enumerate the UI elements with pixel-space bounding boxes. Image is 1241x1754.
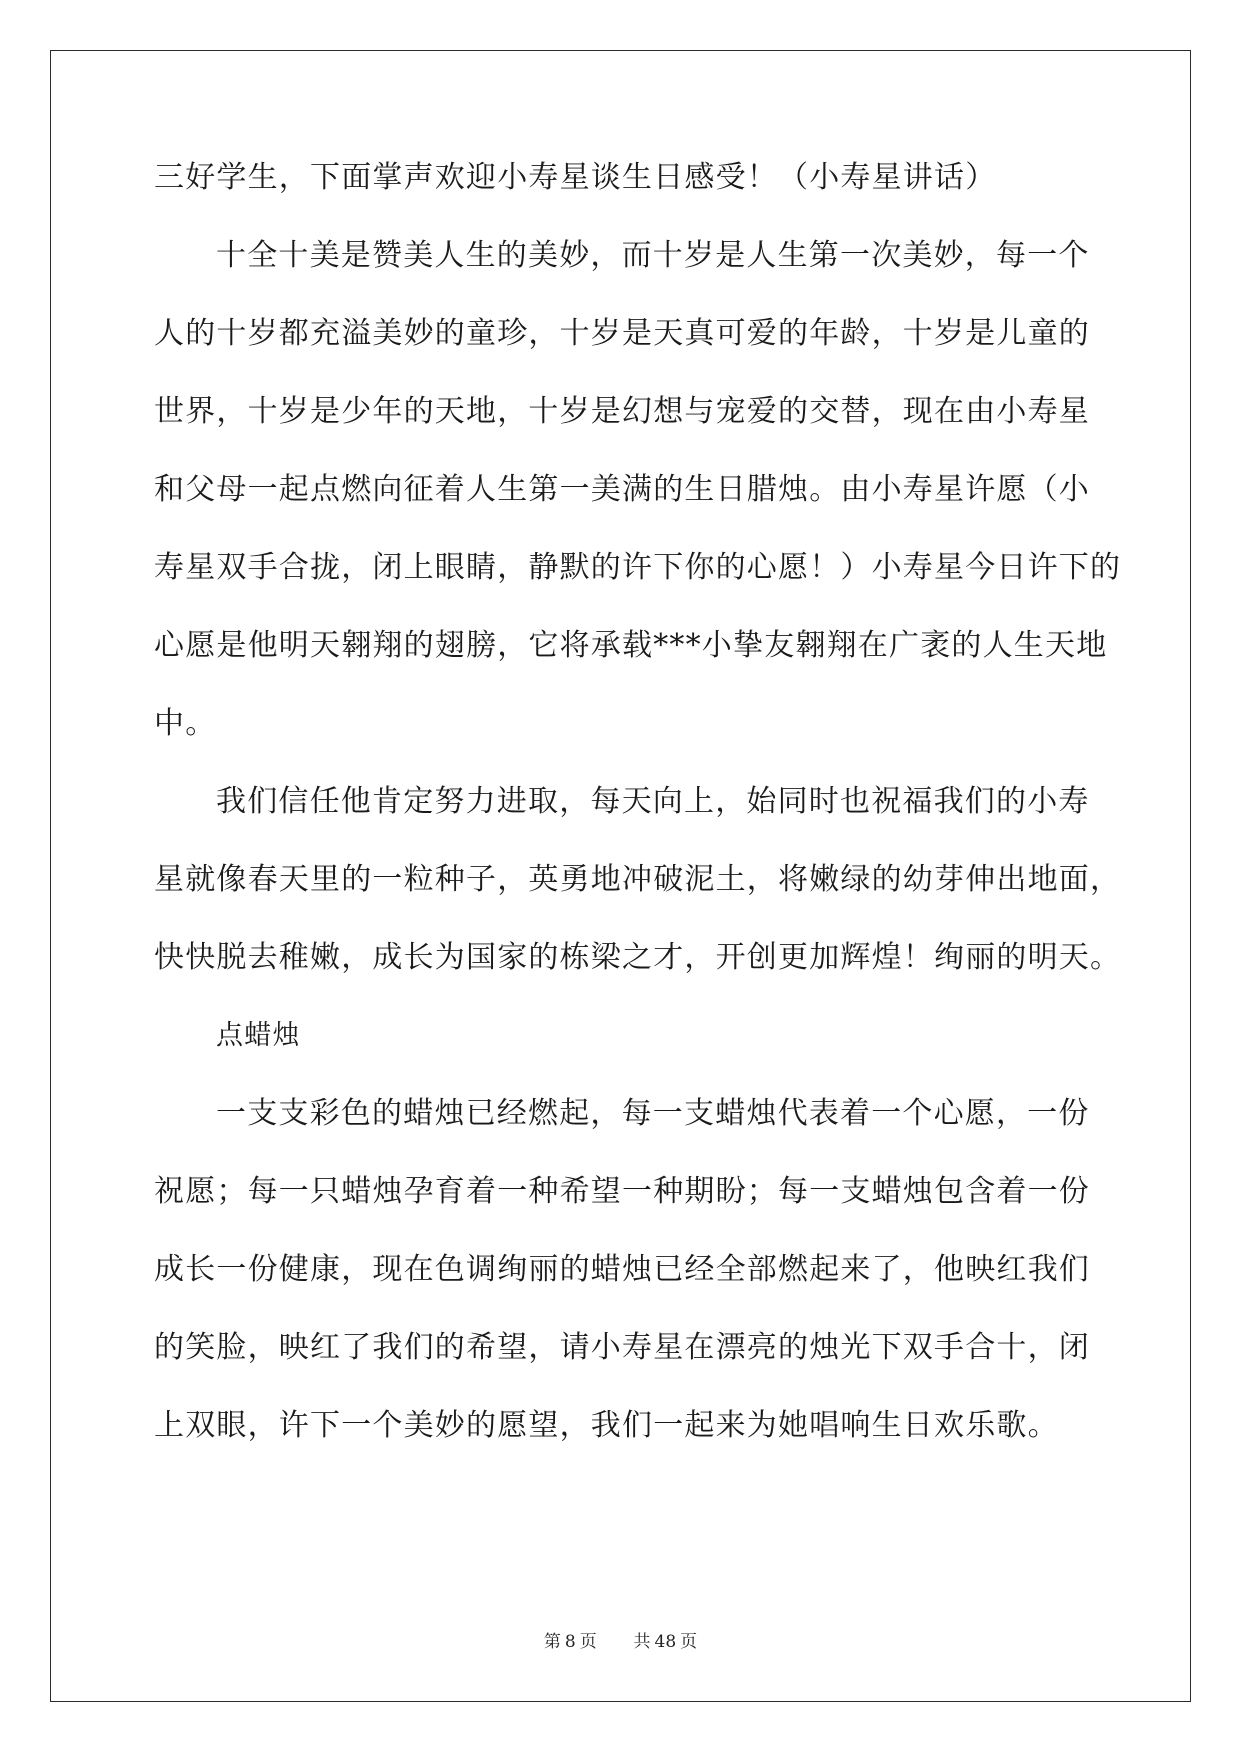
text-line: 和父母一起点燃向征着人生第一美满的生日腊烛。由小寿星许愿（小 xyxy=(154,472,1090,507)
total-unit: 页 xyxy=(680,1632,698,1652)
text-line: 寿星双手合拢，闭上眼睛，静默的许下你的心愿！）小寿星今日许下的 xyxy=(154,550,1122,585)
page-footer xyxy=(0,1627,1241,1652)
text-line: 祝愿；每一只蜡烛孕育着一种希望一种期盼；每一支蜡烛包含着一份 xyxy=(154,1174,1090,1209)
total-pages: 48 xyxy=(654,1632,677,1652)
text-line: 三好学生，下面掌声欢迎小寿星谈生日感受！（小寿星讲话） xyxy=(154,160,997,195)
text-line: 中。 xyxy=(154,706,217,741)
text-line: 星就像春天里的一粒种子，英勇地冲破泥土，将嫩绿的幼芽伸出地面， xyxy=(154,862,1122,897)
text-line: 人的十岁都充溢美妙的童珍，十岁是天真可爱的年龄，十岁是儿童的 xyxy=(154,316,1090,351)
text-line: 上双眼，许下一个美妙的愿望，我们一起来为她唱响生日欢乐歌。 xyxy=(154,1408,1059,1443)
section-heading: 点蜡烛 xyxy=(216,1020,301,1051)
text-line: 快快脱去稚嫩，成长为国家的栋梁之才，开创更加辉煌！绚丽的明天。 xyxy=(154,940,1122,975)
paragraph-start-line: 一支支彩色的蜡烛已经燃起，每一支蜡烛代表着一个心愿，一份 xyxy=(216,1096,1090,1131)
paragraph-start-line: 我们信任他肯定努力进取，每天向上，始同时也祝福我们的小寿 xyxy=(216,784,1090,819)
text-line: 心愿是他明天翱翔的翅膀，它将承载***小挚友翱翔在广袤的人生天地 xyxy=(154,628,1108,663)
total-label: 共 xyxy=(633,1632,651,1652)
page-number: 8 xyxy=(564,1632,576,1652)
text-line: 世界，十岁是少年的天地，十岁是幻想与宠爱的交替，现在由小寿星 xyxy=(154,394,1090,429)
page-label: 第 xyxy=(543,1632,561,1652)
text-line: 的笑脸，映红了我们的希望，请小寿星在漂亮的烛光下双手合十，闭 xyxy=(154,1330,1090,1365)
text-line: 成长一份健康，现在色调绚丽的蜡烛已经全部燃起来了，他映红我们 xyxy=(154,1252,1090,1287)
paragraph-start-line: 十全十美是赞美人生的美妙，而十岁是人生第一次美妙，每一个 xyxy=(216,238,1090,273)
page-unit: 页 xyxy=(579,1632,597,1652)
document-body xyxy=(154,160,1122,1489)
